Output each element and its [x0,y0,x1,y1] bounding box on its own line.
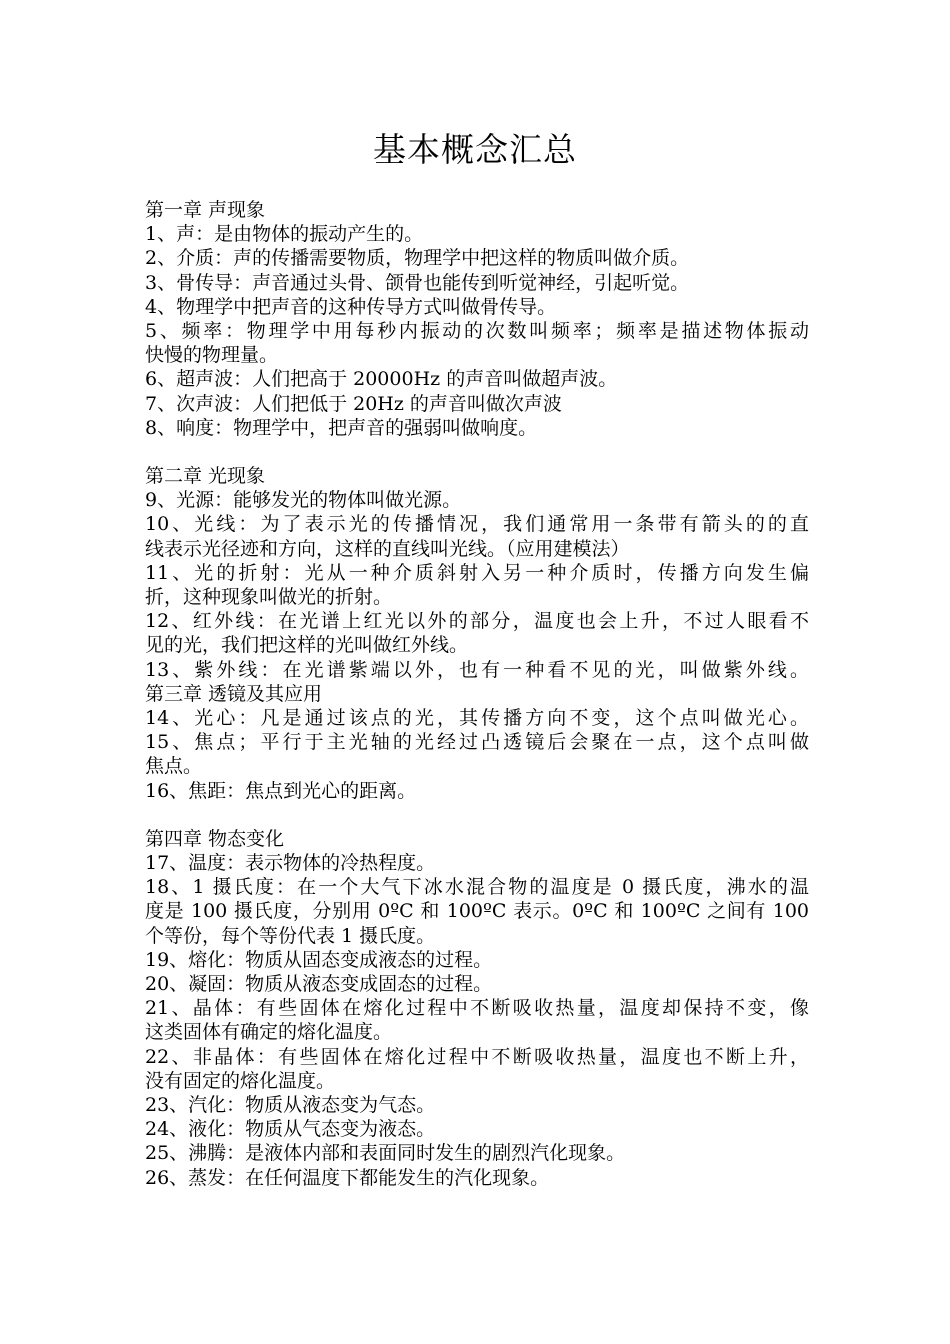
text-line: 这类固体有确定的熔化温度。 [145,1021,393,1044]
text-line: 15、焦点；平行于主光轴的光经过凸透镜后会聚在一点，这个点叫做 [145,731,809,754]
text-line: 10、光线：为了表示光的传播情况，我们通常用一条带有箭头的的直 [145,513,809,536]
chapter-heading: 第三章 透镜及其应用 [145,682,323,705]
blank-line [145,803,809,827]
text-line: 23、汽化：物质从液态变为气态。 [145,1093,436,1116]
text-line: 见的光，我们把这样的光叫做红外线。 [145,634,469,657]
text-line: 19、熔化：物质从固态变成液态的过程。 [145,948,493,971]
text-line: 快慢的物理量。 [145,344,279,367]
text-line: 4、物理学中把声音的这种传导方式叫做骨传导。 [145,295,557,318]
text-line: 21、晶体：有些固体在熔化过程中不断吸收热量，温度却保持不变，像 [145,997,809,1020]
text-line: 1、声：是由物体的振动产生的。 [145,223,424,246]
text-line: 个等份，每个等份代表 1 摄氏度。 [145,924,436,947]
text-line: 26、蒸发：在任何温度下都能发生的汽化现象。 [145,1166,550,1189]
text-line: 18、1 摄氏度：在一个大气下冰水混合物的温度是 0 摄氏度，沸水的温 [145,876,809,899]
text-line: 24、液化：物质从气态变为液态。 [145,1118,436,1141]
text-line: 度是 100 摄氏度，分别用 0ºC 和 100ºC 表示。0ºC 和 100ºC 之间有 100 [145,900,809,923]
text-line: 7、次声波：人们把低于 20Hz 的声音叫做次声波 [145,392,562,415]
text-line: 折，这种现象叫做光的折射。 [145,586,393,608]
text-line: 16、焦距：焦点到光心的距离。 [145,779,417,802]
text-line: 14、光心：凡是通过该点的光，其传播方向不变，这个点叫做光心。 [145,706,809,729]
text-line: 3、骨传导：声音通过头骨、颌骨也能传到听觉神经，引起听觉。 [145,271,690,294]
text-line: 25、沸腾：是液体内部和表面同时发生的剧烈汽化现象。 [145,1142,626,1165]
text-line: 8、响度：物理学中，把声音的强弱叫做响度。 [145,416,538,439]
chapter-heading: 第二章 光现象 [145,465,266,488]
text-line: 5、频率：物理学中用每秒内振动的次数叫频率；频率是描述物体振动 [145,319,809,342]
blank-line [145,440,809,464]
text-line: 没有固定的熔化温度。 [145,1069,336,1092]
chapter-heading: 第四章 物态变化 [145,827,285,850]
text-line: 6、超声波：人们把高于 20000Hz 的声音叫做超声波。 [145,368,618,391]
text-line: 12、红外线：在光谱上红光以外的部分，温度也会上升，不过人眼看不 [145,610,809,633]
text-line: 13、紫外线：在光谱紫端以外，也有一种看不见的光，叫做紫外线。 [145,658,809,681]
page-title: 基本概念汇总 [373,130,577,169]
text-line: 线表示光径迹和方向，这样的直线叫光线。（应用建模法） [145,537,630,560]
document-body [145,198,809,1190]
text-line: 11、光的折射：光从一种介质斜射入另一种介质时，传播方向发生偏 [145,561,809,584]
text-line: 20、凝固：物质从液态变成固态的过程。 [145,973,493,995]
text-line: 2、介质：声的传播需要物质，物理学中把这样的物质叫做介质。 [145,247,690,270]
text-line: 17、温度：表示物体的冷热程度。 [145,852,436,875]
chapter-heading: 第一章 声现象 [145,199,266,221]
text-line: 22、非晶体：有些固体在熔化过程中不断吸收热量，温度也不断上升， [145,1045,809,1068]
text-line: 焦点。 [145,755,203,778]
text-line: 9、光源：能够发光的物体叫做光源。 [145,489,462,512]
